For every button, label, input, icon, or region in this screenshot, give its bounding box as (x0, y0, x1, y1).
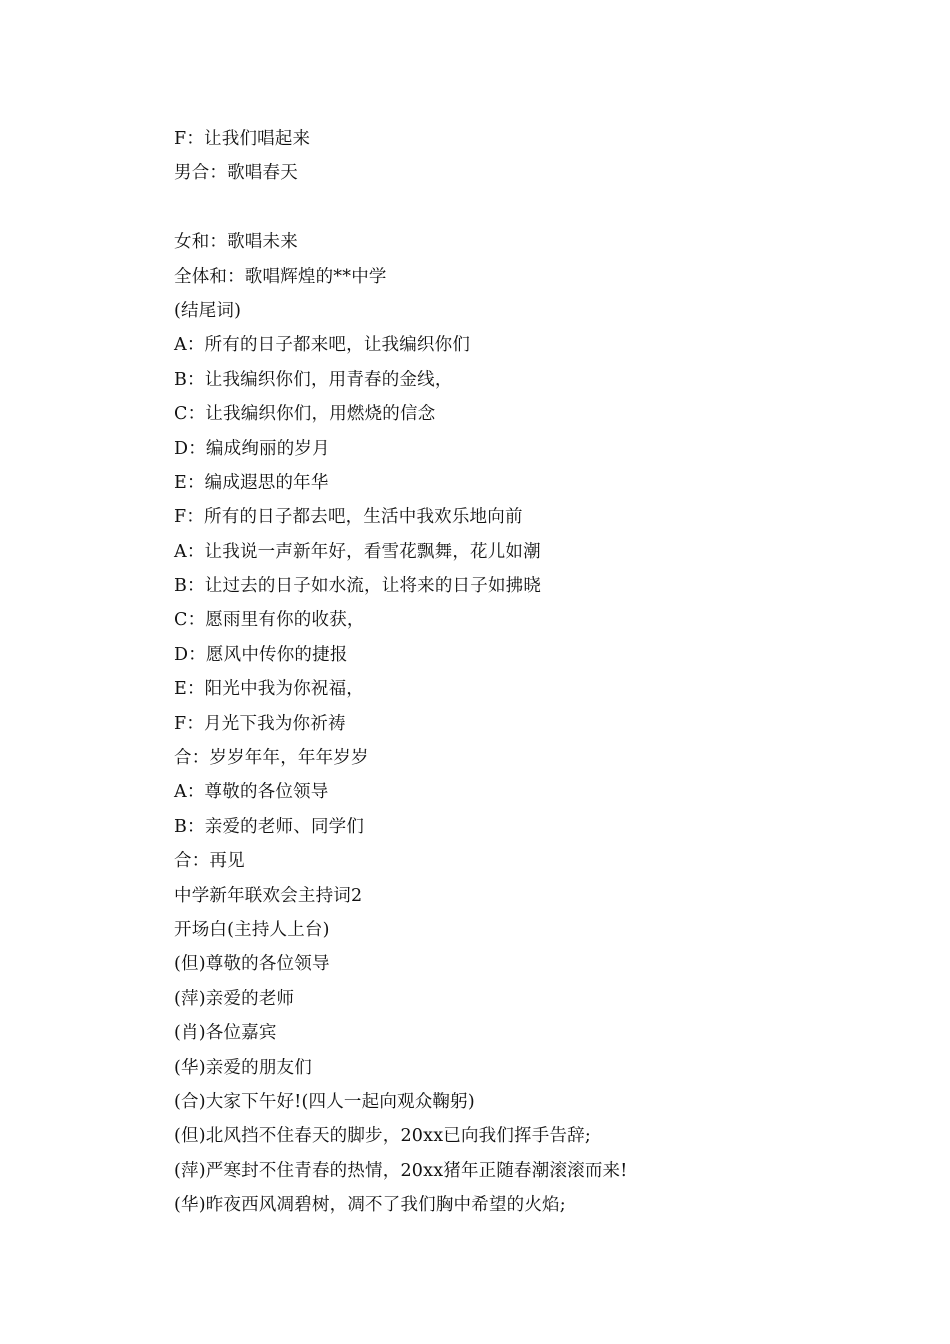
text-line: 全体和：歌唱辉煌的**中学 (174, 266, 387, 287)
paragraph-gap (174, 191, 874, 225)
text-line: F：月光下我为你祈祷 (174, 713, 346, 734)
text-line: A：让我说一声新年好，看雪花飘舞，花儿如潮 (174, 541, 541, 562)
section-heading: 中学新年联欢会主持词2 (174, 885, 363, 906)
document-body (174, 122, 874, 1223)
text-line: B：让我编织你们，用青春的金线， (174, 369, 453, 390)
text-line: (萍)严寒封不住青春的热情，20xx猪年正随春潮滚滚而来! (174, 1160, 628, 1181)
text-line: (华)昨夜西风凋碧树，凋不了我们胸中希望的火焰; (174, 1195, 566, 1216)
text-line: B：让过去的日子如水流，让将来的日子如拂晓 (174, 576, 542, 597)
text-line: D：愿风中传你的捷报 (174, 644, 348, 665)
text-line: C：让我编织你们，用燃烧的信念 (174, 404, 436, 425)
text-line: (但)北风挡不住春天的脚步，20xx已向我们挥手告辞; (174, 1126, 591, 1147)
text-line: A：所有的日子都来吧，让我编织你们 (174, 335, 471, 356)
text-line: E：阳光中我为你祝福， (174, 679, 364, 700)
text-line: (但)尊敬的各位领导 (174, 954, 330, 975)
text-line: (合)大家下午好!(四人一起向观众鞠躬) (174, 1091, 475, 1112)
text-line: 开场白(主持人上台) (174, 919, 330, 940)
text-line: C：愿雨里有你的收获， (174, 610, 365, 631)
text-line: (华)亲爱的朋友们 (174, 1057, 312, 1078)
text-line: A：尊敬的各位领导 (174, 782, 329, 803)
text-line: D：编成绚丽的岁月 (174, 438, 330, 459)
text-line: (肖)各位嘉宾 (174, 1023, 277, 1044)
text-line: B：亲爱的老师、同学们 (174, 816, 365, 837)
text-line: 男合：歌唱春天 (174, 163, 298, 184)
text-line: F：所有的日子都去吧，生活中我欢乐地向前 (174, 507, 523, 528)
text-line: 合：再见 (174, 851, 245, 872)
text-line: 女和：歌唱未来 (174, 232, 298, 253)
text-line: 合：岁岁年年，年年岁岁 (174, 748, 369, 769)
text-line: E：编成遐思的年华 (174, 472, 329, 493)
text-line: F：让我们唱起来 (174, 129, 311, 149)
text-line: (萍)亲爱的老师 (174, 988, 295, 1009)
text-line: (结尾词) (174, 300, 242, 321)
